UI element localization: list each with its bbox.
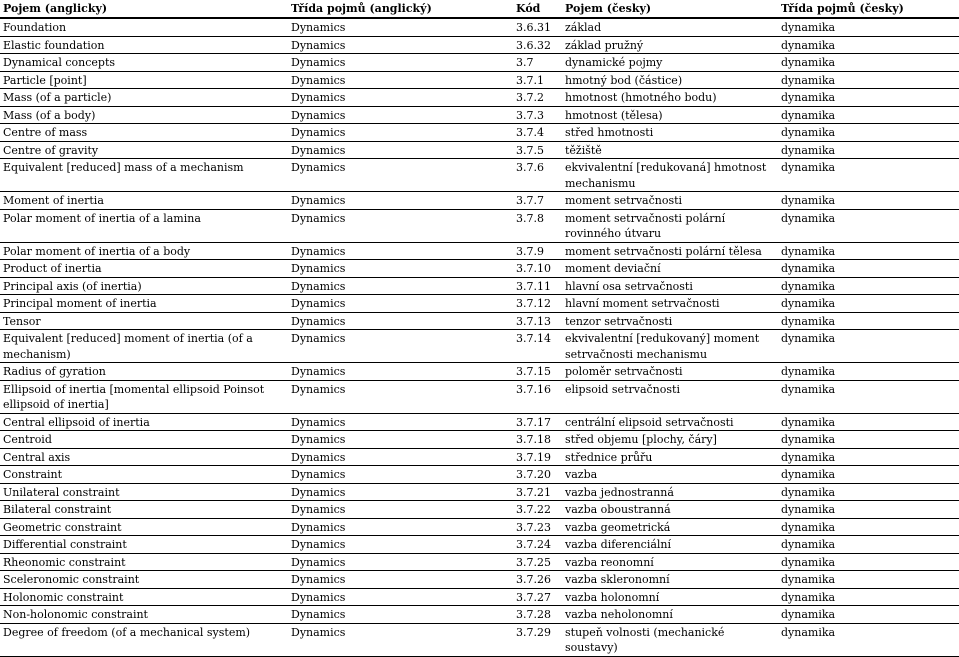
cell-term-english: Sceleronomic constraint — [0, 571, 288, 589]
cell-term-czech: stupeň volnosti (mechanické soustavy) — [562, 623, 778, 656]
cell-term-czech: vazba neholonomní — [562, 606, 778, 624]
table-row — [0, 141, 959, 159]
cell-class-czech: dynamika — [778, 623, 959, 656]
cell-code: 3.7.16 — [513, 380, 562, 413]
cell-term-czech: tenzor setrvačnosti — [562, 312, 778, 330]
table-row — [0, 260, 959, 278]
cell-class-czech: dynamika — [778, 501, 959, 519]
header-class-english: Třída pojmů (anglický) — [288, 0, 513, 18]
cell-term-english: Geometric constraint — [0, 518, 288, 536]
cell-term-english: Constraint — [0, 466, 288, 484]
cell-term-czech: vazba diferenciální — [562, 536, 778, 554]
cell-code: 3.6.31 — [516, 21, 551, 34]
cell-code: 3.7.20 — [513, 466, 562, 484]
table-row — [0, 330, 959, 363]
cell-code: 3.7.13 — [513, 312, 562, 330]
cell-term-czech: ekvivalentní [redukovaný] moment setrvačnosti mechanismu — [562, 330, 778, 363]
cell-class-english: Dynamics — [288, 159, 513, 192]
table-row — [0, 312, 959, 330]
cell-class-czech: dynamika — [778, 242, 959, 260]
cell-term-english: Equivalent [reduced] mass of a mechanism — [0, 159, 288, 192]
cell-class-english: Dynamics — [288, 483, 513, 501]
cell-class-english: Dynamics — [288, 36, 513, 54]
table-row — [0, 192, 959, 210]
cell-class-english: Dynamics — [288, 553, 513, 571]
cell-term-english: Dynamical concepts — [0, 54, 288, 72]
cell-term-english: Particle [point] — [0, 71, 288, 89]
cell-code: 3.7.7 — [513, 192, 562, 210]
cell-code: 3.7.1 — [513, 71, 562, 89]
table-row — [0, 431, 959, 449]
cell-class-english: Dynamics — [288, 571, 513, 589]
cell-code: 3.7.11 — [513, 277, 562, 295]
table-row — [0, 159, 959, 192]
table-row — [0, 448, 959, 466]
cell-class-english: Dynamics — [288, 431, 513, 449]
cell-code: 3.7.22 — [513, 501, 562, 519]
cell-term-czech: základ pružný — [562, 36, 778, 54]
header-term-czech: Pojem (česky) — [562, 0, 778, 18]
cell-term-czech: dynamické pojmy — [562, 54, 778, 72]
cell-class-czech: dynamika — [778, 260, 959, 278]
table-row — [0, 295, 959, 313]
cell-class-czech: dynamika — [778, 295, 959, 313]
cell-code: 3.7.24 — [513, 536, 562, 554]
cell-class-english: Dynamics — [288, 242, 513, 260]
table-row — [0, 588, 959, 606]
cell-term-czech: moment deviační — [562, 260, 778, 278]
cell-class-czech: dynamika — [778, 448, 959, 466]
cell-term-english: Mass (of a body) — [0, 106, 288, 124]
cell-class-czech: dynamika — [778, 277, 959, 295]
cell-class-czech: dynamika — [778, 518, 959, 536]
cell-term-czech: hmotnost (hmotného bodu) — [562, 89, 778, 107]
cell-term-czech: vazba jednostranná — [562, 483, 778, 501]
cell-term-czech: těžiště — [562, 141, 778, 159]
cell-term-english: Ellipsoid of inertia [momental ellipsoid Poinsot ellipsoid of inertia] — [0, 380, 288, 413]
cell-class-czech: dynamika — [778, 71, 959, 89]
cell-class-english: Dynamics — [288, 501, 513, 519]
cell-class-english: Dynamics — [288, 106, 513, 124]
cell-term-czech: základ — [565, 21, 602, 34]
cell-term-czech: vazba — [562, 466, 778, 484]
cell-term-english: Product of inertia — [0, 260, 288, 278]
cell-class-czech: dynamika — [778, 36, 959, 54]
cell-term-english: Mass (of a particle) — [0, 89, 288, 107]
table-row — [0, 106, 959, 124]
cell-class-english: Dynamics — [288, 192, 513, 210]
cell-class-czech: dynamika — [781, 21, 836, 34]
cell-class-czech: dynamika — [778, 571, 959, 589]
table-row — [0, 18, 959, 36]
cell-code: 3.7.18 — [513, 431, 562, 449]
table-row — [0, 124, 959, 142]
table-row — [0, 242, 959, 260]
cell-term-english: Foundation — [3, 21, 67, 34]
cell-class-czech: dynamika — [778, 413, 959, 431]
cell-term-english: Differential constraint — [0, 536, 288, 554]
table-row — [0, 89, 959, 107]
table-row — [0, 54, 959, 72]
cell-class-czech: dynamika — [778, 606, 959, 624]
cell-term-english: Degree of freedom (of a mechanical system) — [0, 623, 288, 656]
cell-term-czech: centrální elipsoid setrvačnosti — [562, 413, 778, 431]
cell-class-czech: dynamika — [778, 141, 959, 159]
cell-class-czech: dynamika — [778, 536, 959, 554]
cell-class-english: Dynamics — [288, 295, 513, 313]
cell-class-english: Dynamics — [288, 466, 513, 484]
cell-term-english: Principal moment of inertia — [0, 295, 288, 313]
cell-term-czech: elipsoid setrvačnosti — [562, 380, 778, 413]
cell-code: 3.7.14 — [513, 330, 562, 363]
cell-term-czech: ekvivalentní [redukovaná] hmotnost mechanismu — [562, 159, 778, 192]
cell-class-english: Dynamics — [291, 21, 346, 34]
cell-class-english: Dynamics — [288, 536, 513, 554]
cell-term-english: Elastic foundation — [0, 36, 288, 54]
cell-term-czech: vazba reonomní — [562, 553, 778, 571]
header-row — [0, 0, 959, 18]
cell-code: 3.7.4 — [513, 124, 562, 142]
cell-class-czech: dynamika — [778, 466, 959, 484]
header-code: Kód — [513, 0, 562, 18]
cell-code: 3.7.23 — [513, 518, 562, 536]
cell-code: 3.7.9 — [513, 242, 562, 260]
cell-code: 3.7.15 — [513, 363, 562, 381]
table-row — [0, 606, 959, 624]
cell-term-czech: vazba skleronomní — [562, 571, 778, 589]
cell-class-english: Dynamics — [288, 380, 513, 413]
table-row — [0, 413, 959, 431]
cell-term-czech: moment setrvačnosti polární tělesa — [562, 242, 778, 260]
cell-class-czech: dynamika — [778, 209, 959, 242]
cell-term-english: Centre of mass — [0, 124, 288, 142]
cell-class-english: Dynamics — [288, 606, 513, 624]
cell-term-english: Rheonomic constraint — [0, 553, 288, 571]
cell-term-english: Non-holonomic constraint — [0, 606, 288, 624]
cell-term-czech: moment setrvačnosti polární rovinného útvaru — [562, 209, 778, 242]
cell-term-english: Centroid — [0, 431, 288, 449]
cell-class-czech: dynamika — [778, 124, 959, 142]
table-row — [0, 623, 959, 656]
table-row — [0, 209, 959, 242]
cell-class-czech: dynamika — [778, 89, 959, 107]
cell-code: 3.7.10 — [513, 260, 562, 278]
cell-class-czech: dynamika — [778, 106, 959, 124]
cell-code: 3.7.2 — [513, 89, 562, 107]
cell-code: 3.7.8 — [513, 209, 562, 242]
table-row — [0, 553, 959, 571]
table-row — [0, 36, 959, 54]
cell-term-english: Unilateral constraint — [0, 483, 288, 501]
cell-class-english: Dynamics — [288, 312, 513, 330]
cell-code: 3.7.17 — [513, 413, 562, 431]
table-row — [0, 571, 959, 589]
cell-term-english: Centre of gravity — [0, 141, 288, 159]
cell-term-czech: střednice průřu — [562, 448, 778, 466]
cell-code: 3.7.3 — [513, 106, 562, 124]
cell-class-czech: dynamika — [778, 159, 959, 192]
cell-class-english: Dynamics — [288, 71, 513, 89]
cell-term-english: Equivalent [reduced] moment of inertia (of a mechanism) — [0, 330, 288, 363]
cell-class-english: Dynamics — [288, 89, 513, 107]
cell-term-english: Central ellipsoid of inertia — [0, 413, 288, 431]
cell-class-czech: dynamika — [778, 553, 959, 571]
cell-class-czech: dynamika — [778, 588, 959, 606]
cell-code: 3.7.21 — [513, 483, 562, 501]
cell-class-czech: dynamika — [778, 192, 959, 210]
cell-term-czech: vazba holonomní — [562, 588, 778, 606]
cell-class-english: Dynamics — [288, 277, 513, 295]
cell-class-czech: dynamika — [778, 330, 959, 363]
cell-term-czech: vazba oboustranná — [562, 501, 778, 519]
cell-class-english: Dynamics — [288, 124, 513, 142]
cell-term-czech: střed hmotnosti — [562, 124, 778, 142]
cell-term-czech: hlavní moment setrvačnosti — [562, 295, 778, 313]
cell-code: 3.7.12 — [513, 295, 562, 313]
table-body — [0, 18, 959, 656]
cell-term-czech: poloměr setrvačnosti — [562, 363, 778, 381]
cell-term-czech: moment setrvačnosti — [562, 192, 778, 210]
table-row — [0, 536, 959, 554]
table-row — [0, 466, 959, 484]
cell-term-czech: střed objemu [plochy, čáry] — [562, 431, 778, 449]
header-class-czech: Třída pojmů (česky) — [778, 0, 959, 18]
cell-class-english: Dynamics — [288, 623, 513, 656]
cell-term-english: Moment of inertia — [0, 192, 288, 210]
cell-code: 3.7.28 — [513, 606, 562, 624]
cell-class-czech: dynamika — [778, 483, 959, 501]
cell-term-english: Tensor — [0, 312, 288, 330]
cell-class-czech: dynamika — [778, 380, 959, 413]
cell-class-english: Dynamics — [288, 330, 513, 363]
cell-code: 3.7 — [513, 54, 562, 72]
cell-class-czech: dynamika — [778, 363, 959, 381]
cell-code: 3.7.19 — [513, 448, 562, 466]
cell-class-czech: dynamika — [778, 431, 959, 449]
table-row — [0, 518, 959, 536]
cell-class-english: Dynamics — [288, 518, 513, 536]
cell-class-english: Dynamics — [288, 588, 513, 606]
cell-class-czech: dynamika — [778, 54, 959, 72]
cell-term-czech: hlavní osa setrvačnosti — [562, 277, 778, 295]
cell-term-english: Polar moment of inertia of a body — [0, 242, 288, 260]
cell-term-english: Radius of gyration — [0, 363, 288, 381]
cell-class-english: Dynamics — [288, 260, 513, 278]
table-row — [0, 71, 959, 89]
cell-term-czech: hmotný bod (částice) — [562, 71, 778, 89]
table-row — [0, 483, 959, 501]
cell-class-english: Dynamics — [288, 209, 513, 242]
cell-term-english: Holonomic constraint — [0, 588, 288, 606]
cell-class-english: Dynamics — [288, 448, 513, 466]
cell-class-english: Dynamics — [288, 413, 513, 431]
cell-class-english: Dynamics — [288, 54, 513, 72]
cell-term-english: Central axis — [0, 448, 288, 466]
cell-code: 3.6.32 — [513, 36, 562, 54]
cell-code: 3.7.25 — [513, 553, 562, 571]
cell-term-czech: hmotnost (tělesa) — [562, 106, 778, 124]
table-row — [0, 363, 959, 381]
cell-class-english: Dynamics — [288, 363, 513, 381]
header-term-english: Pojem (anglicky) — [0, 0, 288, 18]
cell-term-czech: vazba geometrická — [562, 518, 778, 536]
cell-code: 3.7.6 — [513, 159, 562, 192]
cell-term-english: Bilateral constraint — [0, 501, 288, 519]
cell-code: 3.7.26 — [513, 571, 562, 589]
cell-term-english: Polar moment of inertia of a lamina — [0, 209, 288, 242]
table-row — [0, 501, 959, 519]
cell-code: 3.7.5 — [513, 141, 562, 159]
cell-term-english: Principal axis (of inertia) — [0, 277, 288, 295]
cell-code: 3.7.27 — [513, 588, 562, 606]
table-row — [0, 277, 959, 295]
cell-class-czech: dynamika — [778, 312, 959, 330]
table-row — [0, 380, 959, 413]
cell-code: 3.7.29 — [513, 623, 562, 656]
cell-class-english: Dynamics — [288, 141, 513, 159]
